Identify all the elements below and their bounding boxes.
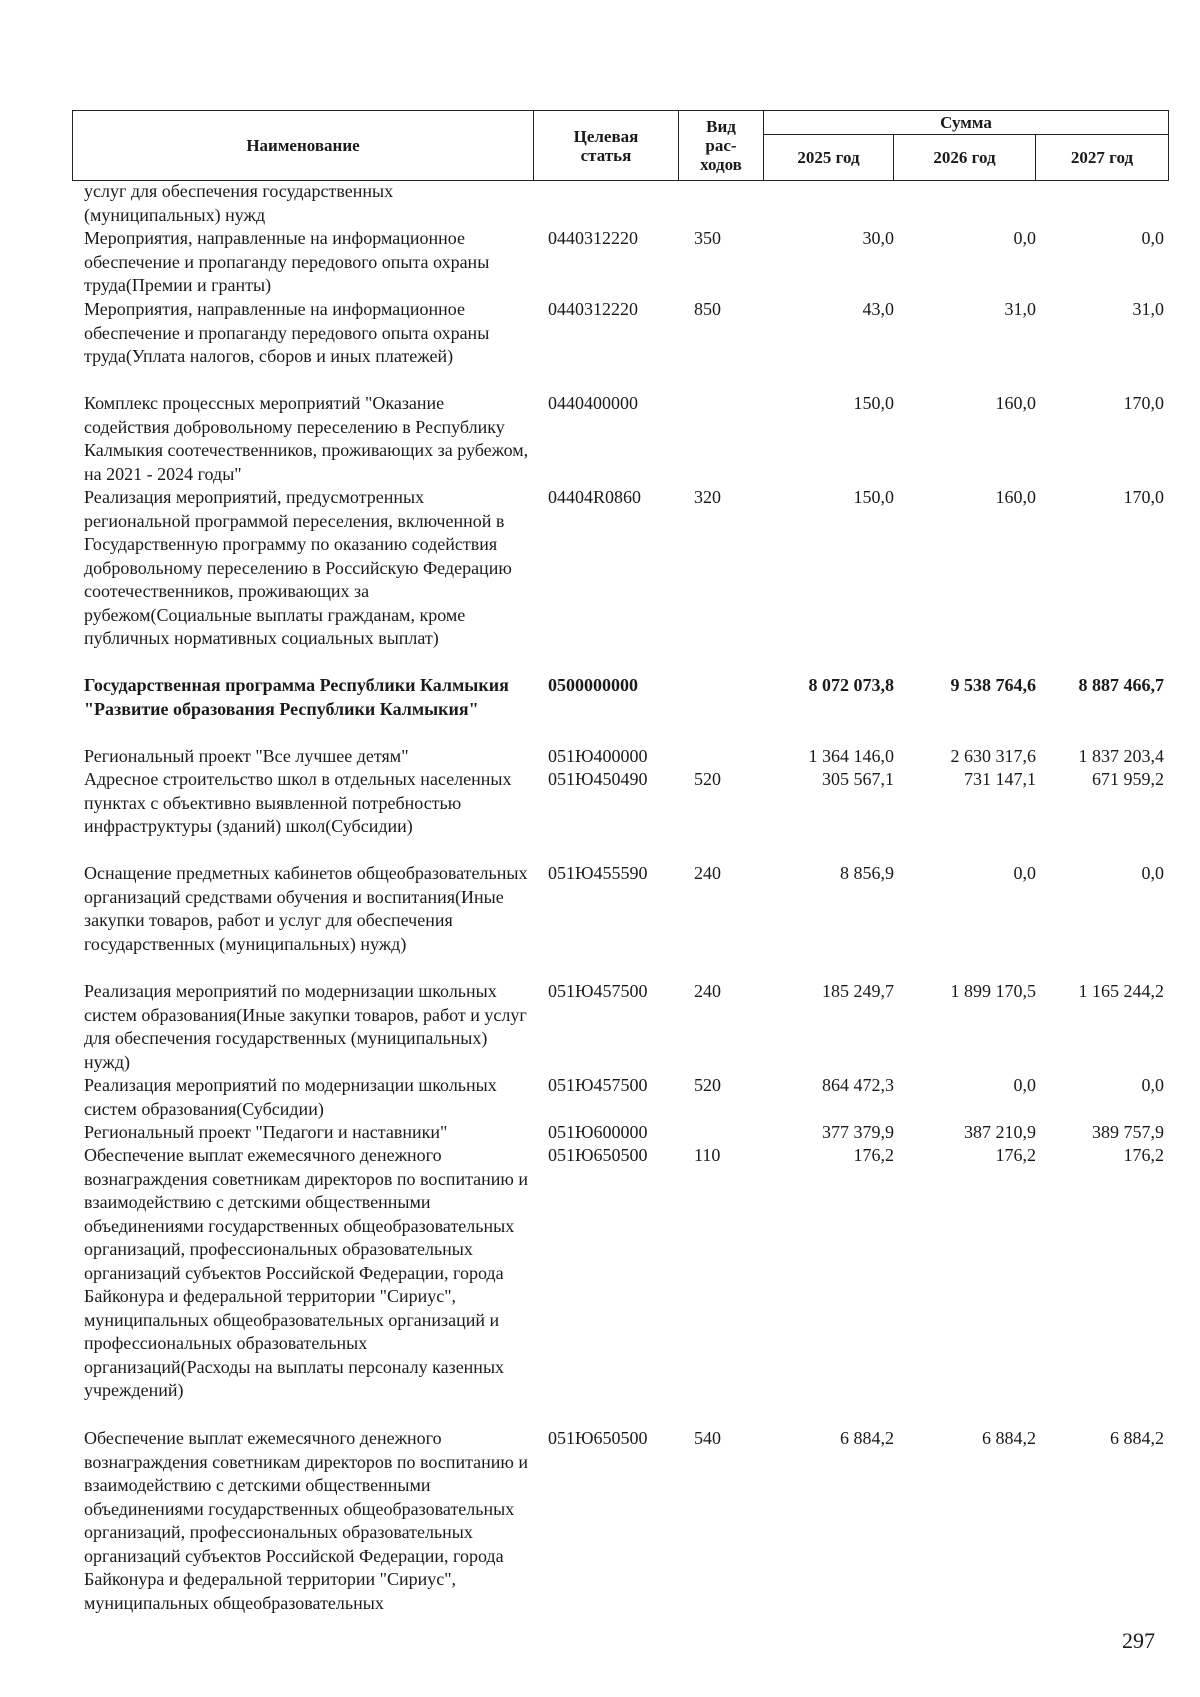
row-expense-type: 350 xyxy=(694,228,721,248)
row-target-code: 051Ю400000 xyxy=(548,746,648,766)
row-name: Реализация мероприятий, предусмотренных региональной программой переселения, включенной в Государственную программу по оказанию содействия добровольному переселению в Российскую Федерацию соотечественников, проживающих за рубежом(Социальные выплаты гражданам, кроме публичных нормативных социальных выплат) xyxy=(84,487,512,648)
row-name: Оснащение предметных кабинетов общеобразовательных организаций средствами обучения и воспитания(Иные закупки товаров, работ и услуг для обеспечения государственных (муниципальных) нужд) xyxy=(84,863,528,954)
row-value-2027: 1 165 244,2 xyxy=(1078,981,1164,1001)
row-expense-type: 540 xyxy=(694,1428,721,1448)
row-value-2025: 8 856,9 xyxy=(840,863,894,883)
header-type-line2: рас- xyxy=(705,136,737,155)
page-number: 297 xyxy=(1122,1628,1155,1653)
header-2026: 2026 год xyxy=(894,135,1036,181)
row-target-code: 0440312220 xyxy=(548,228,638,248)
row-name: Комплекс процессных мероприятий "Оказание содействия добровольному переселению в Республику Калмыкия соотечественников, проживающих за рубежом, на 2021 - 2024 годы" xyxy=(84,393,529,484)
row-target-code: 051Ю650500 xyxy=(548,1145,648,1165)
header-2025: 2025 год xyxy=(764,135,894,181)
row-name: Реализация мероприятий по модернизации школьных систем образования(Субсидии) xyxy=(84,1075,497,1119)
row-name: Региональный проект "Педагоги и наставники" xyxy=(84,1122,448,1142)
row-value-2026: 9 538 764,6 xyxy=(950,675,1036,695)
row-value-2027: 170,0 xyxy=(1123,393,1164,413)
row-value-2027: 176,2 xyxy=(1123,1145,1164,1165)
row-name: услуг для обеспечения государственных (муниципальных) нужд xyxy=(84,181,394,225)
row-value-2027: 0,0 xyxy=(1141,1075,1164,1095)
row-value-2025: 6 884,2 xyxy=(840,1428,894,1448)
row-expense-type: 240 xyxy=(694,863,721,883)
row-value-2027: 31,0 xyxy=(1132,299,1164,319)
row-value-2026: 160,0 xyxy=(995,393,1036,413)
row-value-2026: 0,0 xyxy=(1013,863,1036,883)
row-expense-type: 520 xyxy=(694,1075,721,1095)
row-value-2025: 185 249,7 xyxy=(822,981,894,1001)
table-header xyxy=(72,110,1169,181)
header-2027: 2027 год xyxy=(1036,135,1169,181)
row-value-2027: 0,0 xyxy=(1141,228,1164,248)
header-name: Наименование xyxy=(73,111,534,181)
row-name: Адресное строительство школ в отдельных населенных пунктах с объективно выявленной потребностью инфраструктуры (зданий) школ(Субсидии) xyxy=(84,769,512,836)
row-value-2026: 160,0 xyxy=(995,487,1036,507)
row-expense-type: 850 xyxy=(694,299,721,319)
row-value-2025: 150,0 xyxy=(853,487,894,507)
row-value-2025: 305 567,1 xyxy=(822,769,894,789)
header-target-article xyxy=(534,111,679,181)
row-value-2027: 170,0 xyxy=(1123,487,1164,507)
row-target-code: 051Ю650500 xyxy=(548,1428,648,1448)
row-value-2026: 0,0 xyxy=(1013,1075,1036,1095)
row-value-2026: 2 630 317,6 xyxy=(950,746,1036,766)
row-value-2026: 0,0 xyxy=(1013,228,1036,248)
row-name: Реализация мероприятий по модернизации школьных систем образования(Иные закупки товаров, работ и услуг для обеспечения государственных (муниципальных) нужд) xyxy=(84,981,527,1072)
row-value-2027: 389 757,9 xyxy=(1092,1122,1164,1142)
row-value-2025: 377 379,9 xyxy=(822,1122,894,1142)
row-value-2026: 731 147,1 xyxy=(964,769,1036,789)
header-target-line1: Целевая xyxy=(573,126,639,146)
row-value-2025: 864 472,3 xyxy=(822,1075,894,1095)
row-expense-type: 320 xyxy=(694,487,721,507)
row-name: Обеспечение выплат ежемесячного денежного вознаграждения советникам директоров по воспитанию и взаимодействию с детскими общественными объединениями государственных общеобразовательных организаций, профессиональных образовательных организаций субъектов Российской Федерации, города Байконура и федеральной территории "Сириус", муниципальных общеобразовательных xyxy=(84,1428,529,1613)
header-type-line1: Вид xyxy=(706,117,736,136)
row-target-code: 04404R0860 xyxy=(548,487,642,507)
row-target-code: 0440400000 xyxy=(548,393,638,413)
row-expense-type: 240 xyxy=(694,981,721,1001)
row-expense-type: 110 xyxy=(694,1145,721,1165)
header-expense-type xyxy=(679,111,764,181)
row-target-code: 051Ю450490 xyxy=(548,769,648,789)
row-value-2025: 8 072 073,8 xyxy=(808,675,894,695)
row-target-code: 051Ю457500 xyxy=(548,1075,648,1095)
header-target-line2: статья xyxy=(580,145,632,165)
row-value-2025: 43,0 xyxy=(862,299,894,319)
row-value-2025: 1 364 146,0 xyxy=(808,746,894,766)
row-target-code: 051Ю600000 xyxy=(548,1122,648,1142)
row-target-code: 051Ю455590 xyxy=(548,863,648,883)
row-value-2027: 8 887 466,7 xyxy=(1078,675,1164,695)
row-value-2025: 176,2 xyxy=(853,1145,894,1165)
row-value-2027: 0,0 xyxy=(1141,863,1164,883)
row-name: Государственная программа Республики Калмыкия "Развитие образования Республики Калмыкия" xyxy=(84,675,509,719)
row-value-2026: 176,2 xyxy=(995,1145,1036,1165)
row-name: Обеспечение выплат ежемесячного денежного вознаграждения советникам директоров по воспитанию и взаимодействию с детскими общественными объединениями государственных общеобразовательных организаций, профессиональных образовательных организаций субъектов Российской Федерации, города Байконура и федеральной территории "Сириус", муниципальных общеобразовательных организаций и профессиональных образовательных организаций(Расходы на выплаты персоналу казенных учреждений) xyxy=(84,1145,529,1400)
header-sum: Сумма xyxy=(764,111,1169,135)
row-value-2025: 150,0 xyxy=(853,393,894,413)
row-name: Мероприятия, направленные на информационное обеспечение и пропаганду передового опыта охраны труда(Уплата налогов, сборов и иных платежей) xyxy=(84,299,490,366)
row-value-2027: 671 959,2 xyxy=(1092,769,1164,789)
row-value-2027: 1 837 203,4 xyxy=(1078,746,1164,766)
row-target-code: 0500000000 xyxy=(548,675,638,695)
row-value-2026: 31,0 xyxy=(1004,299,1036,319)
row-name: Региональный проект "Все лучшее детям" xyxy=(84,746,409,766)
row-value-2025: 30,0 xyxy=(862,228,894,248)
header-type-line3: ходов xyxy=(700,155,742,174)
row-target-code: 051Ю457500 xyxy=(548,981,648,1001)
row-name: Мероприятия, направленные на информационное обеспечение и пропаганду передового опыта охраны труда(Премии и гранты) xyxy=(84,228,490,295)
row-value-2027: 6 884,2 xyxy=(1110,1428,1164,1448)
row-target-code: 0440312220 xyxy=(548,299,638,319)
row-value-2026: 387 210,9 xyxy=(964,1122,1036,1142)
row-expense-type: 520 xyxy=(694,769,721,789)
row-value-2026: 1 899 170,5 xyxy=(950,981,1036,1001)
row-value-2026: 6 884,2 xyxy=(982,1428,1036,1448)
